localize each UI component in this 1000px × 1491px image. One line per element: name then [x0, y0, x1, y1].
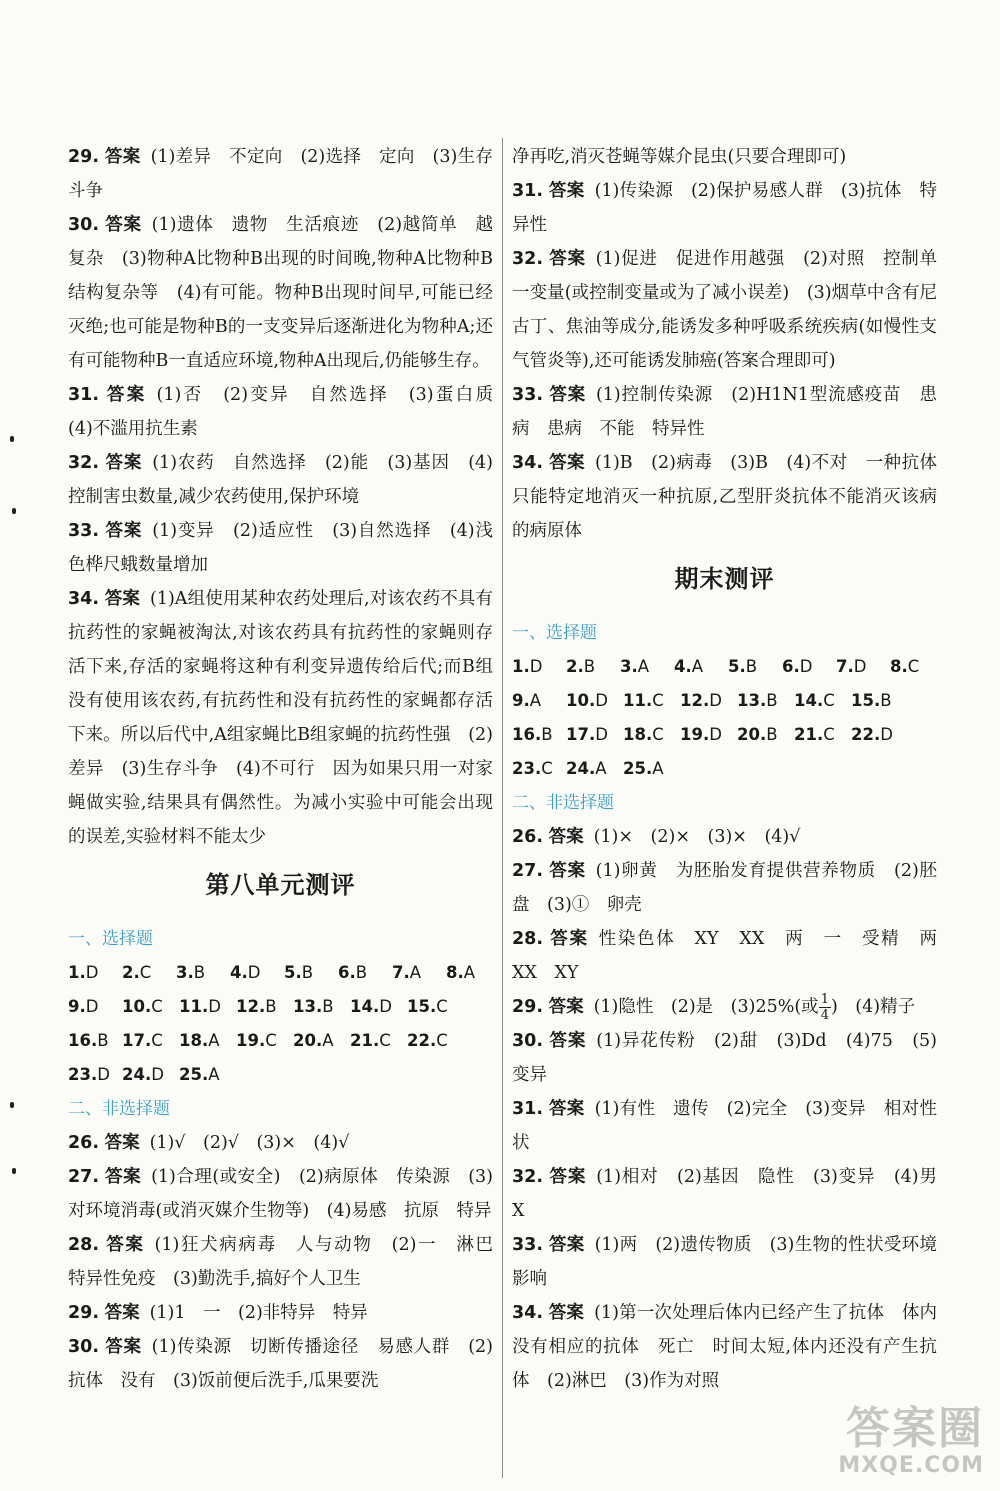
choice-number: 20. — [737, 725, 767, 744]
answer-entry — [512, 1160, 955, 1228]
choice-number: 12. — [236, 997, 266, 1016]
choice-answers — [68, 956, 493, 1092]
choice-letter: B — [301, 963, 314, 982]
answer-label: 答案 — [105, 1337, 142, 1357]
question-number: 29. — [68, 1303, 100, 1323]
choice-number: 8. — [446, 963, 464, 982]
answer-label: 答案 — [105, 453, 143, 473]
answer-entry — [512, 1024, 937, 1092]
choice-answer — [284, 956, 338, 990]
choice-number: 11. — [623, 691, 653, 710]
question-number: 31. — [512, 1099, 544, 1119]
answer-entry — [68, 1160, 493, 1228]
answer-label: 答案 — [549, 1167, 587, 1187]
choice-letter: A — [322, 1031, 334, 1050]
choice-letter: B — [322, 997, 334, 1016]
answer-label: 答案 — [105, 1167, 142, 1187]
choice-number: 4. — [674, 657, 692, 676]
choice-answer — [836, 650, 890, 684]
choice-answer — [122, 1024, 179, 1058]
answer-entry — [68, 208, 493, 378]
answer-text: (1)两 (2)遗传物质 (3)生物的性状受环境影响 — [512, 1235, 937, 1289]
choice-letter: B — [766, 691, 778, 710]
choice-answer — [620, 650, 674, 684]
choice-answer — [68, 956, 122, 990]
right-answers-unit8 — [512, 174, 937, 548]
fraction-numerator: 1 — [820, 992, 829, 1007]
choice-number: 13. — [293, 997, 323, 1016]
choice-letter: D — [85, 963, 99, 982]
choice-answer — [782, 650, 836, 684]
choice-number: 4. — [230, 963, 248, 982]
choice-number: 2. — [122, 963, 140, 982]
answer-entry — [512, 1228, 937, 1296]
choice-answer — [392, 956, 446, 990]
choice-number: 15. — [851, 691, 881, 710]
nonchoice-heading: 二、非选择题 — [512, 793, 614, 813]
question-number: 27. — [512, 861, 544, 881]
choice-number: 5. — [728, 657, 746, 676]
choice-answer — [623, 718, 680, 752]
nonchoice-answers — [512, 820, 955, 1398]
column-divider — [502, 138, 503, 1478]
question-number: 29. — [512, 997, 544, 1017]
choice-answer — [623, 752, 680, 786]
choice-number: 1. — [68, 963, 86, 982]
question-number: 34. — [512, 453, 544, 473]
choice-letter: C — [652, 725, 664, 744]
watermark — [804, 1405, 984, 1485]
margin-mark — [12, 508, 16, 514]
choice-answer — [512, 752, 566, 786]
answer-label: 答案 — [549, 1031, 587, 1051]
answer-text: (1)遗体 遗物 生活痕迹 (2)越简单 越复杂 (3)物种A比物种B出现的时间晚,物种A比物种B结构复杂等 (4)有可能。物种B出现时间早,可能已经灭绝;也可能是物种B的一支变异后逐渐进化为物种A;还有可能物种B一直适应环境,物种A出现后,仍能够生存。 — [68, 215, 494, 371]
choice-answer — [236, 1024, 293, 1058]
choice-number: 22. — [407, 1031, 437, 1050]
choice-answer — [512, 718, 566, 752]
choice-number: 23. — [512, 759, 542, 778]
margin-mark — [10, 1102, 14, 1108]
choice-row — [512, 718, 937, 752]
margin-mark — [10, 436, 14, 442]
question-number: 28. — [512, 929, 544, 949]
choice-answer — [68, 1058, 122, 1092]
choice-answer — [68, 990, 122, 1024]
answer-entry — [512, 378, 937, 446]
choice-answer — [407, 990, 464, 1024]
choice-answer — [176, 956, 230, 990]
choice-answer — [890, 650, 944, 684]
choice-number: 18. — [179, 1031, 209, 1050]
choice-number: 11. — [179, 997, 209, 1016]
choice-answer — [851, 684, 908, 718]
question-number: 31. — [68, 385, 100, 405]
choice-answer — [512, 650, 566, 684]
answer-label: 答案 — [104, 147, 141, 167]
choice-number: 21. — [350, 1031, 380, 1050]
choice-letter: A — [409, 963, 422, 982]
question-number: 32. — [68, 453, 100, 473]
answer-text: (1)× (2)× (3)× (4)√ — [593, 827, 801, 847]
choice-answer — [674, 650, 728, 684]
answer-entry — [512, 1296, 937, 1398]
choice-answer — [230, 956, 284, 990]
choice-letter: A — [208, 1065, 220, 1084]
answer-label: 答案 — [549, 861, 586, 881]
answer-entry — [68, 514, 493, 582]
choice-number: 8. — [890, 657, 908, 676]
choice-letter: C — [436, 1031, 448, 1050]
choice-answer — [794, 684, 851, 718]
choice-answer — [293, 1024, 350, 1058]
choice-letter: A — [463, 963, 476, 982]
question-number: 30. — [68, 1337, 100, 1357]
answer-text: ) (4)精子 — [830, 997, 916, 1017]
answer-label: 答案 — [548, 1235, 585, 1255]
choice-row — [68, 1024, 493, 1058]
answer-entry — [68, 582, 493, 854]
choice-number: 10. — [122, 997, 152, 1016]
answer-label: 答案 — [549, 249, 586, 269]
answer-entry — [68, 1330, 493, 1398]
question-number: 28. — [68, 1235, 100, 1255]
choice-number: 18. — [623, 725, 653, 744]
answer-entry — [512, 990, 937, 1024]
question-number: 30. — [68, 215, 100, 235]
choice-answer — [446, 956, 500, 990]
answer-text: (1)相对 (2)基因 隐性 (3)变异 (4)男 X — [512, 1167, 955, 1221]
choice-letter: C — [151, 997, 163, 1016]
answer-entry — [68, 140, 493, 208]
choice-number: 14. — [350, 997, 380, 1016]
question-number: 34. — [512, 1303, 544, 1323]
choice-answer — [122, 1058, 179, 1092]
answer-label: 答案 — [548, 1303, 585, 1323]
answer-text: (1)有性 遗传 (2)完全 (3)变异 相对性状 — [512, 1099, 937, 1153]
answer-entry — [512, 820, 937, 854]
answer-text: (1)A组使用某种农药处理后,对该农药不具有抗药性的家蝇被淘汰,对该农药具有抗药性的家蝇则存活下来,存活的家蝇将这种有利变异遗传给后代;而B组没有使用该农药,有抗药性和没有抗药性的家蝇都存活下来。所以后代中,A组家蝇比B组家蝇的抗药性强 (2)差异 (3)生存斗争 (4)不可行 因为如果只用一对家蝇做实验,结果具有偶然性。为减小实验中可能会出现的误差,实验材料不能太少 — [68, 589, 493, 847]
question-number: 33. — [68, 521, 100, 541]
question-number: 26. — [512, 827, 544, 847]
choice-answer — [179, 990, 236, 1024]
choice-letter: D — [151, 1065, 164, 1084]
choice-number: 20. — [293, 1031, 323, 1050]
answer-text: 性染色体 XY XX 两 一 受精 两 XX XY — [512, 929, 955, 983]
choice-answer — [566, 684, 623, 718]
answer-label: 答案 — [548, 181, 585, 201]
choice-answer — [566, 752, 623, 786]
choice-number: 13. — [737, 691, 767, 710]
question-number: 32. — [512, 1167, 544, 1187]
answer-text: (1)否 (2)变异 自然选择 (3)蛋白质 (4)不滥用抗生素 — [68, 385, 511, 439]
section-title-final: 期末测评 — [674, 564, 775, 593]
answer-entry — [512, 174, 937, 242]
continued-text: 净再吃,消灭苍蝇等媒介昆虫(只要合理即可) — [512, 147, 847, 167]
choice-answer — [680, 718, 737, 752]
choice-number: 17. — [566, 725, 596, 744]
nonchoice-answers — [68, 1126, 511, 1398]
answer-entry — [68, 378, 511, 446]
choice-letter: D — [97, 1065, 110, 1084]
choice-letter: B — [880, 691, 892, 710]
choice-number: 7. — [836, 657, 854, 676]
choice-letter: A — [595, 759, 607, 778]
choice-answer — [407, 1024, 464, 1058]
choice-letter: D — [880, 725, 893, 744]
nonchoice-heading: 二、非选择题 — [68, 1099, 170, 1119]
choice-answer — [179, 1024, 236, 1058]
choice-letter: D — [247, 963, 261, 982]
answer-label: 答案 — [106, 1235, 145, 1255]
choice-number: 10. — [566, 691, 596, 710]
choice-number: 23. — [68, 1065, 98, 1084]
choice-letter: D — [595, 725, 608, 744]
question-number: 30. — [512, 1031, 544, 1051]
choice-number: 12. — [680, 691, 710, 710]
choice-letter: D — [208, 997, 221, 1016]
choice-row — [512, 684, 937, 718]
answer-label: 答案 — [548, 997, 584, 1017]
choice-answer — [236, 990, 293, 1024]
watermark-url: MXQE.COM — [838, 1453, 984, 1478]
answer-entry — [512, 242, 937, 378]
question-number: 32. — [512, 249, 544, 269]
choice-letter: D — [709, 725, 722, 744]
choice-letter: B — [745, 657, 758, 676]
choice-letter: D — [85, 997, 99, 1016]
choice-answer — [338, 956, 392, 990]
answer-label: 答案 — [104, 589, 140, 609]
choice-number: 6. — [782, 657, 800, 676]
choice-letter: C — [265, 1031, 277, 1050]
choice-number: 22. — [851, 725, 881, 744]
answer-label: 答案 — [548, 1099, 585, 1119]
choice-answer — [350, 1024, 407, 1058]
answer-entry — [68, 1296, 493, 1330]
margin-mark — [12, 1168, 16, 1174]
choice-letter: C — [907, 657, 920, 676]
choice-letter: C — [652, 691, 664, 710]
choice-answer — [728, 650, 782, 684]
choice-number: 9. — [68, 997, 86, 1016]
answer-text: (1)变异 (2)适应性 (3)自然选择 (4)浅色桦尺蛾数量增加 — [68, 521, 493, 575]
question-number: 31. — [512, 181, 544, 201]
choice-letter: D — [799, 657, 813, 676]
choice-heading: 一、选择题 — [512, 623, 597, 643]
answer-entry — [512, 922, 955, 990]
answer-entry — [68, 1126, 493, 1160]
choice-number: 19. — [236, 1031, 266, 1050]
choice-letter: C — [436, 997, 448, 1016]
choice-answer — [179, 1058, 236, 1092]
choice-answer — [794, 718, 851, 752]
fraction — [819, 992, 831, 1023]
answer-text: (1)第一次处理后体内已经产生了抗体 体内没有相应的抗体 死亡 时间太短,体内还没有产生抗体 (2)淋巴 (3)作为对照 — [512, 1303, 937, 1391]
left-answers-unit7 — [68, 140, 511, 854]
choice-heading: 一、选择题 — [68, 929, 153, 949]
answer-label: 答案 — [105, 521, 143, 541]
choice-answer — [851, 718, 908, 752]
choice-number: 16. — [68, 1031, 98, 1050]
choice-letter: B — [265, 997, 277, 1016]
answer-text: (1)促进 促进作用越强 (2)对照 控制单一变量(或控制变量或为了减小误差) (3)烟草中含有尼古丁、焦油等成分,能诱发多种呼吸系统疾病(如慢性支气管炎等),还可能诱发肺癌(答案合理即可) — [512, 249, 938, 371]
choice-letter: B — [355, 963, 368, 982]
answer-entry — [68, 446, 493, 514]
choice-number: 2. — [566, 657, 584, 676]
choice-letter: B — [193, 963, 206, 982]
choice-number: 24. — [566, 759, 596, 778]
choice-letter: B — [583, 657, 596, 676]
choice-number: 3. — [176, 963, 194, 982]
answer-text: (1)√ (2)√ (3)× (4)√ — [149, 1133, 350, 1153]
answer-text: (1)差异 不定向 (2)选择 定向 (3)生存斗争 — [68, 147, 493, 201]
choice-row — [68, 1058, 493, 1092]
choice-number: 24. — [122, 1065, 152, 1084]
watermark-logo: 答案圈 — [846, 1403, 984, 1454]
section-title-unit8: 第八单元测评 — [205, 870, 356, 899]
choice-letter: C — [823, 725, 835, 744]
choice-number: 1. — [512, 657, 530, 676]
choice-number: 19. — [680, 725, 710, 744]
choice-answer — [737, 684, 794, 718]
answer-label: 答案 — [550, 929, 589, 949]
choice-number: 16. — [512, 725, 542, 744]
choice-row — [512, 752, 937, 786]
choice-letter: D — [853, 657, 867, 676]
question-number: 33. — [512, 385, 544, 405]
choice-number: 25. — [179, 1065, 209, 1084]
left-column — [68, 140, 511, 1398]
question-number: 29. — [68, 147, 100, 167]
choice-answer — [566, 650, 620, 684]
answer-label: 答案 — [105, 215, 142, 235]
choice-answer — [737, 718, 794, 752]
choice-letter: D — [709, 691, 722, 710]
choice-letter: A — [529, 691, 542, 710]
choice-letter: C — [379, 1031, 391, 1050]
choice-number: 3. — [620, 657, 638, 676]
choice-row — [68, 956, 493, 990]
answer-label: 答案 — [548, 827, 584, 847]
question-number: 34. — [68, 589, 100, 609]
choice-letter: A — [652, 759, 664, 778]
choice-answer — [68, 1024, 122, 1058]
answer-label: 答案 — [549, 385, 586, 405]
choice-letter: B — [766, 725, 778, 744]
choice-answer — [350, 990, 407, 1024]
answer-text: (1)卵黄 为胚胎发育提供营养物质 (2)胚盘 (3)① 卵壳 — [512, 861, 938, 915]
right-column — [512, 140, 955, 1398]
question-number: 33. — [512, 1235, 544, 1255]
answer-text: (1)控制传染源 (2)H1N1型流感疫苗 患病 患病 不能 特异性 — [512, 385, 937, 439]
answer-text: (1)传染源 (2)保护易感人群 (3)抗体 特异性 — [512, 181, 937, 235]
answer-text: (1)隐性 (2)是 (3)25%(或 — [593, 997, 819, 1017]
choice-letter: C — [823, 691, 835, 710]
choice-answer — [623, 684, 680, 718]
choice-letter: C — [541, 759, 553, 778]
choice-row — [68, 990, 493, 1024]
choice-number: 17. — [122, 1031, 152, 1050]
fraction-denominator: 4 — [820, 1008, 829, 1023]
choice-letter: D — [529, 657, 543, 676]
question-number: 27. — [68, 1167, 100, 1187]
choice-answers — [512, 650, 937, 786]
answer-entry — [512, 446, 937, 548]
choice-letter: C — [139, 963, 152, 982]
answer-text: (1)传染源 切断传播途径 易感人群 (2)抗体 没有 (3)饭前便后洗手,瓜果要洗 — [68, 1337, 494, 1391]
answer-text: (1)农药 自然选择 (2)能 (3)基因 (4)控制害虫数量,减少农药使用,保护环境 — [68, 453, 493, 507]
answer-label: 答案 — [549, 453, 586, 473]
choice-answer — [293, 990, 350, 1024]
answer-label: 答案 — [106, 385, 147, 405]
choice-number: 14. — [794, 691, 824, 710]
choice-letter: A — [637, 657, 650, 676]
choice-number: 25. — [623, 759, 653, 778]
choice-number: 15. — [407, 997, 437, 1016]
choice-number: 9. — [512, 691, 530, 710]
answer-label: 答案 — [104, 1303, 140, 1323]
choice-letter: A — [691, 657, 704, 676]
answer-text: (1)异花传粉 (2)甜 (3)Dd (4)75 (5)变异 — [512, 1031, 937, 1085]
answer-entry — [68, 1228, 511, 1296]
question-number: 26. — [68, 1133, 100, 1153]
choice-row — [512, 650, 937, 684]
answer-label: 答案 — [104, 1133, 140, 1153]
choice-answer — [122, 990, 179, 1024]
choice-number: 21. — [794, 725, 824, 744]
answer-entry — [512, 854, 937, 922]
choice-letter: D — [595, 691, 608, 710]
answer-text: (1)合理(或安全) (2)病原体 传染源 (3)对环境消毒(或消灭媒介生物等) (4)易感 抗原 特异 — [68, 1167, 493, 1221]
choice-answer — [680, 684, 737, 718]
choice-number: 7. — [392, 963, 410, 982]
choice-letter: A — [208, 1031, 220, 1050]
choice-number: 5. — [284, 963, 302, 982]
answer-text: (1)B (2)病毒 (3)B (4)不对 一种抗体只能特定地消灭一种抗原,乙型肝炎抗体不能消灭该病的病原体 — [512, 453, 937, 541]
choice-letter: D — [379, 997, 392, 1016]
answer-entry — [512, 1092, 937, 1160]
choice-letter: C — [151, 1031, 163, 1050]
choice-answer — [566, 718, 623, 752]
choice-number: 6. — [338, 963, 356, 982]
choice-answer — [512, 684, 566, 718]
answer-text: (1)1 一 (2)非特异 特异 — [149, 1303, 368, 1323]
choice-letter: B — [97, 1031, 109, 1050]
answer-text: (1)狂犬病病毒 人与动物 (2)一 淋巴 特异性免疫 (3)勤洗手,搞好个人卫生 — [68, 1235, 511, 1289]
choice-answer — [122, 956, 176, 990]
choice-letter: B — [541, 725, 553, 744]
